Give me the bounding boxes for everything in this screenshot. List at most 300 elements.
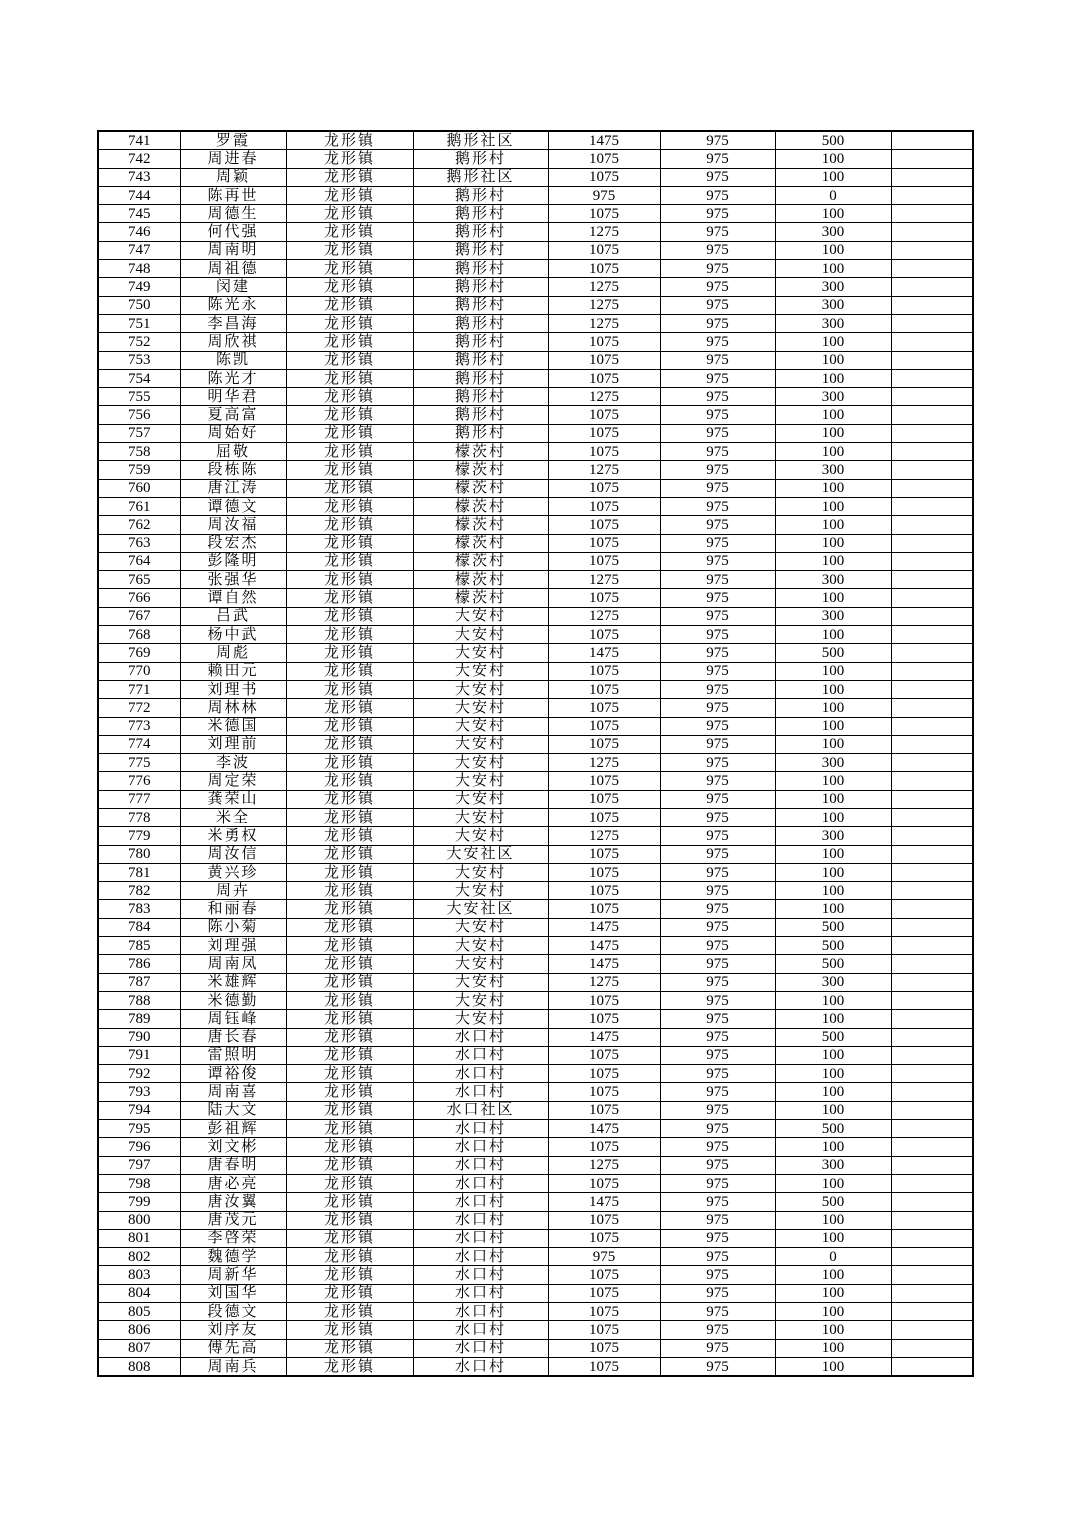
cell-amount-diff: 500 (775, 937, 891, 955)
cell-amount-b: 975 (660, 845, 775, 863)
cell-town: 龙形镇 (286, 589, 413, 607)
cell-amount-a: 1075 (548, 241, 660, 259)
cell-town: 龙形镇 (286, 571, 413, 589)
cell-remark (891, 241, 973, 259)
cell-amount-diff: 100 (775, 205, 891, 223)
cell-name: 周德生 (180, 205, 286, 223)
cell-town: 龙形镇 (286, 424, 413, 442)
cell-amount-a: 1275 (548, 827, 660, 845)
table-row (98, 754, 973, 772)
table-row (98, 168, 973, 186)
cell-amount-diff: 500 (775, 644, 891, 662)
cell-remark (891, 1248, 973, 1266)
cell-index: 790 (98, 1028, 180, 1046)
cell-amount-b: 975 (660, 168, 775, 186)
cell-name: 屈敬 (180, 443, 286, 461)
cell-town: 龙形镇 (286, 1284, 413, 1302)
cell-amount-b: 975 (660, 260, 775, 278)
cell-name: 李啓荣 (180, 1229, 286, 1247)
cell-index: 741 (98, 131, 180, 150)
cell-amount-b: 975 (660, 1321, 775, 1339)
cell-amount-b: 975 (660, 241, 775, 259)
cell-amount-a: 1075 (548, 1211, 660, 1229)
cell-village: 鹅形村 (413, 424, 548, 442)
cell-amount-diff: 100 (775, 443, 891, 461)
cell-town: 龙形镇 (286, 1138, 413, 1156)
cell-remark (891, 1339, 973, 1357)
cell-village: 大安村 (413, 772, 548, 790)
cell-amount-b: 975 (660, 479, 775, 497)
cell-village: 大安村 (413, 863, 548, 881)
cell-amount-b: 975 (660, 607, 775, 625)
cell-amount-a: 1075 (548, 552, 660, 570)
cell-amount-a: 1075 (548, 790, 660, 808)
cell-amount-diff: 100 (775, 424, 891, 442)
cell-name: 周卉 (180, 882, 286, 900)
table-row (98, 333, 973, 351)
cell-remark (891, 168, 973, 186)
cell-remark (891, 186, 973, 204)
cell-village: 大安村 (413, 699, 548, 717)
cell-name: 刘理前 (180, 735, 286, 753)
cell-name: 唐必亮 (180, 1174, 286, 1192)
cell-index: 783 (98, 900, 180, 918)
cell-index: 742 (98, 150, 180, 168)
cell-village: 檬茨村 (413, 479, 548, 497)
cell-village: 檬茨村 (413, 443, 548, 461)
cell-village: 大安村 (413, 790, 548, 808)
cell-amount-diff: 100 (775, 1101, 891, 1119)
cell-remark (891, 1138, 973, 1156)
cell-village: 檬茨村 (413, 589, 548, 607)
cell-amount-diff: 0 (775, 1248, 891, 1266)
cell-amount-b: 975 (660, 1248, 775, 1266)
cell-name: 周定荣 (180, 772, 286, 790)
cell-name: 刘序友 (180, 1321, 286, 1339)
cell-remark (891, 937, 973, 955)
cell-index: 745 (98, 205, 180, 223)
cell-amount-a: 1075 (548, 1321, 660, 1339)
cell-amount-diff: 300 (775, 1156, 891, 1174)
cell-remark (891, 314, 973, 332)
table-row (98, 1120, 973, 1138)
cell-index: 743 (98, 168, 180, 186)
cell-village: 大安村 (413, 680, 548, 698)
cell-amount-a: 1475 (548, 955, 660, 973)
cell-remark (891, 680, 973, 698)
cell-name: 米德国 (180, 717, 286, 735)
cell-town: 龙形镇 (286, 552, 413, 570)
cell-amount-diff: 100 (775, 260, 891, 278)
cell-remark (891, 1211, 973, 1229)
cell-name: 陈小菊 (180, 918, 286, 936)
cell-index: 749 (98, 278, 180, 296)
cell-name: 吕武 (180, 607, 286, 625)
cell-village: 水口村 (413, 1211, 548, 1229)
cell-amount-a: 975 (548, 1248, 660, 1266)
cell-remark (891, 388, 973, 406)
table-row (98, 772, 973, 790)
table-row (98, 1284, 973, 1302)
table-row (98, 662, 973, 680)
cell-amount-b: 975 (660, 150, 775, 168)
cell-amount-a: 1075 (548, 808, 660, 826)
cell-amount-diff: 100 (775, 1065, 891, 1083)
cell-remark (891, 754, 973, 772)
cell-name: 彭隆明 (180, 552, 286, 570)
cell-amount-a: 1275 (548, 388, 660, 406)
cell-amount-b: 975 (660, 1284, 775, 1302)
cell-amount-b: 975 (660, 1357, 775, 1376)
cell-index: 805 (98, 1303, 180, 1321)
table-row (98, 882, 973, 900)
cell-town: 龙形镇 (286, 1339, 413, 1357)
cell-name: 周林林 (180, 699, 286, 717)
cell-village: 檬茨村 (413, 497, 548, 515)
cell-amount-diff: 300 (775, 607, 891, 625)
cell-village: 檬茨村 (413, 534, 548, 552)
cell-name: 米勇权 (180, 827, 286, 845)
cell-remark (891, 973, 973, 991)
cell-remark (891, 772, 973, 790)
cell-village: 水口村 (413, 1156, 548, 1174)
cell-amount-b: 975 (660, 662, 775, 680)
cell-name: 米全 (180, 808, 286, 826)
cell-index: 754 (98, 369, 180, 387)
cell-index: 773 (98, 717, 180, 735)
cell-name: 夏高富 (180, 406, 286, 424)
cell-name: 周始好 (180, 424, 286, 442)
cell-amount-b: 975 (660, 406, 775, 424)
cell-village: 大安村 (413, 1010, 548, 1028)
cell-index: 766 (98, 589, 180, 607)
cell-amount-b: 975 (660, 388, 775, 406)
cell-index: 774 (98, 735, 180, 753)
cell-amount-b: 975 (660, 424, 775, 442)
table-row (98, 955, 973, 973)
cell-amount-a: 1475 (548, 1028, 660, 1046)
cell-amount-diff: 500 (775, 955, 891, 973)
cell-amount-diff: 100 (775, 1357, 891, 1376)
cell-amount-diff: 100 (775, 882, 891, 900)
cell-town: 龙形镇 (286, 351, 413, 369)
table-row (98, 790, 973, 808)
cell-town: 龙形镇 (286, 1211, 413, 1229)
cell-index: 776 (98, 772, 180, 790)
cell-index: 785 (98, 937, 180, 955)
cell-index: 772 (98, 699, 180, 717)
cell-village: 鹅形社区 (413, 131, 548, 150)
cell-name: 段栋陈 (180, 461, 286, 479)
cell-town: 龙形镇 (286, 772, 413, 790)
cell-index: 744 (98, 186, 180, 204)
cell-amount-b: 975 (660, 735, 775, 753)
cell-name: 刘国华 (180, 1284, 286, 1302)
cell-village: 鹅形村 (413, 223, 548, 241)
cell-amount-b: 975 (660, 1193, 775, 1211)
cell-amount-b: 975 (660, 278, 775, 296)
cell-name: 魏德学 (180, 1248, 286, 1266)
cell-amount-diff: 500 (775, 131, 891, 150)
cell-index: 767 (98, 607, 180, 625)
cell-village: 大安村 (413, 735, 548, 753)
cell-remark (891, 534, 973, 552)
cell-village: 鹅形村 (413, 369, 548, 387)
cell-village: 大安村 (413, 754, 548, 772)
cell-amount-diff: 300 (775, 571, 891, 589)
cell-amount-a: 975 (548, 186, 660, 204)
cell-index: 753 (98, 351, 180, 369)
cell-village: 水口村 (413, 1284, 548, 1302)
cell-index: 768 (98, 626, 180, 644)
cell-remark (891, 552, 973, 570)
cell-town: 龙形镇 (286, 955, 413, 973)
cell-amount-diff: 100 (775, 1321, 891, 1339)
table-row (98, 808, 973, 826)
cell-village: 水口村 (413, 1138, 548, 1156)
cell-remark (891, 808, 973, 826)
cell-town: 龙形镇 (286, 973, 413, 991)
cell-town: 龙形镇 (286, 1248, 413, 1266)
cell-amount-a: 1275 (548, 223, 660, 241)
cell-town: 龙形镇 (286, 1046, 413, 1064)
cell-town: 龙形镇 (286, 168, 413, 186)
cell-amount-a: 1475 (548, 1193, 660, 1211)
cell-name: 陈再世 (180, 186, 286, 204)
cell-remark (891, 644, 973, 662)
cell-remark (891, 406, 973, 424)
cell-village: 大安村 (413, 937, 548, 955)
table-row (98, 973, 973, 991)
cell-amount-a: 1075 (548, 534, 660, 552)
cell-index: 759 (98, 461, 180, 479)
cell-amount-b: 975 (660, 1046, 775, 1064)
cell-amount-b: 975 (660, 205, 775, 223)
cell-town: 龙形镇 (286, 369, 413, 387)
cell-village: 鹅形村 (413, 260, 548, 278)
table-row (98, 424, 973, 442)
cell-amount-b: 975 (660, 314, 775, 332)
cell-name: 周南凤 (180, 955, 286, 973)
cell-village: 水口村 (413, 1303, 548, 1321)
cell-amount-b: 975 (660, 1101, 775, 1119)
cell-amount-b: 975 (660, 1211, 775, 1229)
cell-amount-diff: 500 (775, 1193, 891, 1211)
cell-amount-diff: 100 (775, 351, 891, 369)
cell-amount-b: 975 (660, 1174, 775, 1192)
cell-amount-diff: 100 (775, 1229, 891, 1247)
table-row (98, 1174, 973, 1192)
cell-remark (891, 626, 973, 644)
cell-amount-b: 975 (660, 443, 775, 461)
cell-village: 鹅形村 (413, 278, 548, 296)
cell-index: 781 (98, 863, 180, 881)
cell-amount-b: 975 (660, 772, 775, 790)
cell-amount-a: 1275 (548, 461, 660, 479)
cell-village: 水口村 (413, 1229, 548, 1247)
cell-village: 大安村 (413, 991, 548, 1009)
cell-amount-b: 975 (660, 626, 775, 644)
cell-remark (891, 333, 973, 351)
cell-remark (891, 790, 973, 808)
cell-remark (891, 918, 973, 936)
cell-village: 大安村 (413, 717, 548, 735)
cell-index: 758 (98, 443, 180, 461)
cell-village: 大安村 (413, 827, 548, 845)
cell-remark (891, 260, 973, 278)
cell-amount-a: 1275 (548, 973, 660, 991)
table-row (98, 186, 973, 204)
cell-remark (891, 662, 973, 680)
cell-remark (891, 479, 973, 497)
cell-amount-diff: 100 (775, 863, 891, 881)
cell-name: 陈光永 (180, 296, 286, 314)
cell-remark (891, 845, 973, 863)
cell-index: 795 (98, 1120, 180, 1138)
cell-town: 龙形镇 (286, 241, 413, 259)
cell-remark (891, 497, 973, 515)
cell-town: 龙形镇 (286, 1065, 413, 1083)
cell-town: 龙形镇 (286, 260, 413, 278)
table-row (98, 205, 973, 223)
cell-remark (891, 443, 973, 461)
cell-name: 谭裕俊 (180, 1065, 286, 1083)
cell-amount-a: 1475 (548, 131, 660, 150)
cell-village: 大安村 (413, 955, 548, 973)
cell-index: 746 (98, 223, 180, 241)
cell-index: 794 (98, 1101, 180, 1119)
table-row (98, 223, 973, 241)
cell-town: 龙形镇 (286, 626, 413, 644)
table-row (98, 1156, 973, 1174)
cell-town: 龙形镇 (286, 1303, 413, 1321)
cell-amount-b: 975 (660, 534, 775, 552)
cell-amount-a: 1075 (548, 1266, 660, 1284)
cell-index: 784 (98, 918, 180, 936)
cell-amount-diff: 100 (775, 735, 891, 753)
cell-amount-diff: 300 (775, 754, 891, 772)
cell-index: 791 (98, 1046, 180, 1064)
table-row (98, 1083, 973, 1101)
cell-amount-b: 975 (660, 918, 775, 936)
cell-index: 764 (98, 552, 180, 570)
cell-amount-diff: 100 (775, 1174, 891, 1192)
cell-remark (891, 699, 973, 717)
cell-remark (891, 1010, 973, 1028)
cell-index: 769 (98, 644, 180, 662)
table-row (98, 314, 973, 332)
cell-name: 唐汝翼 (180, 1193, 286, 1211)
cell-amount-diff: 500 (775, 918, 891, 936)
cell-name: 唐江涛 (180, 479, 286, 497)
cell-amount-a: 1075 (548, 369, 660, 387)
cell-town: 龙形镇 (286, 333, 413, 351)
cell-remark (891, 863, 973, 881)
cell-town: 龙形镇 (286, 1156, 413, 1174)
cell-village: 水口村 (413, 1321, 548, 1339)
cell-amount-a: 1075 (548, 1046, 660, 1064)
cell-index: 793 (98, 1083, 180, 1101)
table-row (98, 607, 973, 625)
cell-amount-b: 975 (660, 808, 775, 826)
cell-amount-diff: 100 (775, 369, 891, 387)
cell-index: 771 (98, 680, 180, 698)
cell-town: 龙形镇 (286, 882, 413, 900)
cell-amount-a: 1075 (548, 150, 660, 168)
table-body (98, 131, 973, 1376)
cell-amount-b: 975 (660, 991, 775, 1009)
cell-amount-a: 1475 (548, 644, 660, 662)
cell-amount-diff: 100 (775, 168, 891, 186)
cell-index: 787 (98, 973, 180, 991)
cell-village: 檬茨村 (413, 552, 548, 570)
cell-amount-a: 1275 (548, 571, 660, 589)
cell-village: 水口村 (413, 1065, 548, 1083)
cell-remark (891, 369, 973, 387)
cell-village: 鹅形村 (413, 314, 548, 332)
cell-index: 796 (98, 1138, 180, 1156)
cell-name: 周祖德 (180, 260, 286, 278)
table-row (98, 571, 973, 589)
cell-amount-a: 1075 (548, 443, 660, 461)
cell-town: 龙形镇 (286, 607, 413, 625)
cell-amount-a: 1075 (548, 1065, 660, 1083)
cell-amount-a: 1275 (548, 754, 660, 772)
cell-amount-diff: 100 (775, 534, 891, 552)
table-row (98, 534, 973, 552)
cell-name: 陆大文 (180, 1101, 286, 1119)
cell-amount-b: 975 (660, 186, 775, 204)
cell-amount-diff: 100 (775, 662, 891, 680)
cell-amount-b: 975 (660, 1138, 775, 1156)
cell-amount-b: 975 (660, 1028, 775, 1046)
cell-index: 777 (98, 790, 180, 808)
cell-amount-b: 975 (660, 1120, 775, 1138)
cell-amount-a: 1475 (548, 918, 660, 936)
cell-amount-b: 975 (660, 754, 775, 772)
cell-amount-a: 1075 (548, 1303, 660, 1321)
table-row (98, 717, 973, 735)
table-row (98, 644, 973, 662)
table-row (98, 1248, 973, 1266)
cell-remark (891, 1065, 973, 1083)
cell-village: 檬茨村 (413, 516, 548, 534)
cell-index: 748 (98, 260, 180, 278)
cell-name: 周汝福 (180, 516, 286, 534)
cell-amount-a: 1075 (548, 424, 660, 442)
cell-name: 谭自然 (180, 589, 286, 607)
cell-amount-a: 1075 (548, 1357, 660, 1376)
table-row (98, 1229, 973, 1247)
cell-amount-diff: 100 (775, 1303, 891, 1321)
cell-town: 龙形镇 (286, 699, 413, 717)
cell-index: 775 (98, 754, 180, 772)
cell-name: 雷照明 (180, 1046, 286, 1064)
cell-amount-a: 1075 (548, 589, 660, 607)
cell-town: 龙形镇 (286, 497, 413, 515)
cell-amount-diff: 100 (775, 1010, 891, 1028)
cell-amount-diff: 100 (775, 241, 891, 259)
cell-amount-b: 975 (660, 790, 775, 808)
cell-name: 段宏杰 (180, 534, 286, 552)
cell-village: 大安社区 (413, 900, 548, 918)
cell-index: 797 (98, 1156, 180, 1174)
cell-index: 752 (98, 333, 180, 351)
cell-remark (891, 1156, 973, 1174)
cell-remark (891, 607, 973, 625)
cell-amount-diff: 100 (775, 1046, 891, 1064)
cell-village: 水口村 (413, 1193, 548, 1211)
